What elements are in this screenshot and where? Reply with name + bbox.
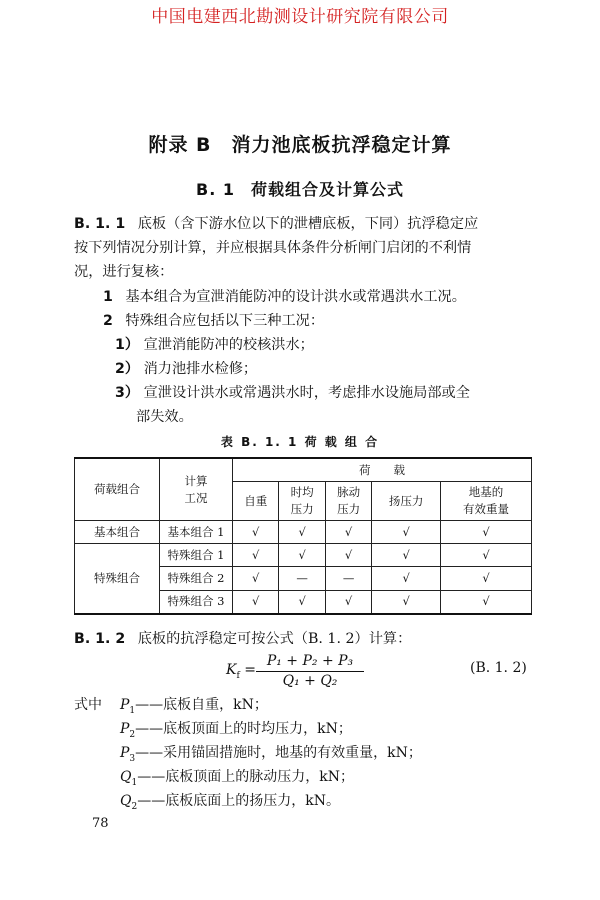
clause-line: 按下列情况分别计算，并应根据具体条件分析闸门启闭的不利情: [74, 240, 472, 256]
value-cell: √: [279, 590, 325, 614]
where-symbol: P: [120, 745, 130, 761]
list-item: [103, 310, 324, 332]
where-label: 式中: [74, 697, 102, 713]
value-cell: —: [279, 567, 325, 590]
appendix-title-text: 消力池底板抗浮稳定计算: [231, 134, 452, 156]
where-text: ——底板自重，kN；: [135, 697, 268, 713]
sub-item-text: 宣泄消能防冲的校核洪水；: [143, 337, 314, 353]
clause-b-1-1: [74, 213, 478, 235]
value-cell: √: [233, 567, 279, 590]
where-subscript: 3: [129, 753, 136, 764]
value-cell: √: [372, 590, 441, 614]
sub-item-continuation: 部失效。: [136, 409, 193, 425]
col-header-line: 自重: [244, 493, 268, 508]
sub-item-number: 1）: [115, 337, 140, 353]
case-cell: 特殊组合 1: [160, 544, 233, 567]
case-cell: 特殊组合 3: [160, 590, 233, 614]
sub-item-text: 宣泄设计洪水或常遇洪水时，考虑排水设施局部或全: [143, 385, 470, 401]
table-header-row: [75, 458, 532, 482]
where-text: ——底板顶面上的脉动压力，kN；: [137, 769, 354, 785]
value-cell: √: [233, 544, 279, 567]
header-calc-line1: 计算: [184, 473, 208, 488]
sub-item-number: 2）: [115, 361, 140, 377]
value-cell: √: [233, 590, 279, 614]
where-subscript: 2: [131, 801, 138, 812]
value-cell: √: [233, 521, 279, 544]
col-header: [279, 482, 325, 521]
value-cell: √: [325, 521, 371, 544]
section-number: B. 1: [196, 180, 235, 199]
section-title-text: 荷载组合及计算公式: [250, 180, 404, 199]
clause-b-1-2: [74, 628, 411, 650]
table-caption: 表 B. 1. 1 荷 载 组 合: [220, 435, 380, 449]
value-cell: √: [441, 521, 532, 544]
formula-numerator: P₁ + P₂ + P₃: [256, 652, 364, 672]
where-text: ——底板顶面上的时均压力，kN；: [135, 721, 352, 737]
clause-number: B. 1. 2: [74, 631, 126, 647]
section-title: [0, 177, 600, 200]
appendix-title: [0, 130, 600, 157]
col-header-line: 扬压力: [388, 493, 424, 508]
col-header: [441, 482, 532, 521]
col-header-line: 有效重量: [463, 502, 509, 516]
where-text: ——采用锚固措施时，地基的有效重量，kN；: [135, 745, 422, 761]
col-header-line: 脉动: [337, 485, 361, 499]
col-header-line: 压力: [290, 502, 314, 516]
where-subscript: 1: [131, 777, 138, 788]
sub-item-number: 3）: [115, 385, 140, 401]
watermark: 中国电建西北勘测设计研究院有限公司: [151, 7, 449, 27]
table-row: [75, 521, 532, 544]
formula-denominator: Q₁ + Q₂: [282, 673, 338, 689]
formula-lhs-symbol: K: [226, 662, 237, 678]
clause-number: B. 1. 1: [74, 216, 126, 232]
header-combination: 荷载组合: [75, 458, 160, 521]
group-cell: 基本组合: [75, 521, 160, 544]
case-cell: 特殊组合 2: [160, 567, 233, 590]
where-symbol: P: [120, 721, 130, 737]
where-symbol: Q: [120, 793, 132, 809]
col-header-line: 时均: [290, 485, 314, 499]
where-text: ——底板底面上的扬压力，kN。: [137, 793, 340, 809]
item-number: 2: [103, 313, 113, 329]
value-cell: √: [279, 521, 325, 544]
formula-number: (B. 1. 2): [470, 660, 527, 676]
value-cell: √: [372, 521, 441, 544]
where-symbol: P: [120, 697, 130, 713]
table-row: [75, 544, 532, 567]
case-cell: 基本组合 1: [160, 521, 233, 544]
clause-line: 况，进行复核：: [74, 264, 174, 280]
formula-fraction: [256, 652, 364, 690]
clause-line: 底板（含下游水位以下的泄槽底板，下同）抗浮稳定应: [137, 216, 479, 232]
appendix-label: 附录 B: [148, 134, 212, 156]
col-header-line: 压力: [337, 502, 361, 516]
col-header: [233, 482, 279, 521]
where-item: [120, 790, 340, 818]
value-cell: √: [441, 590, 532, 614]
header-loads: 荷 载: [233, 458, 532, 482]
col-header: [372, 482, 441, 521]
page-number: 78: [92, 816, 109, 831]
value-cell: √: [441, 544, 532, 567]
value-cell: √: [325, 590, 371, 614]
where-subscript: 2: [129, 729, 136, 740]
formula-lhs: [226, 662, 256, 681]
sub-item-text: 消力池排水检修；: [143, 361, 258, 377]
value-cell: √: [372, 544, 441, 567]
value-cell: √: [372, 567, 441, 590]
formula-lhs-subscript: f: [236, 670, 240, 681]
clause-line: 底板的抗浮稳定可按公式（B. 1. 2）计算：: [137, 631, 412, 647]
sub-item: [115, 334, 314, 356]
load-combination-table: [74, 457, 532, 615]
value-cell: —: [325, 567, 371, 590]
header-calc-line2: 工况: [184, 490, 208, 505]
col-header-line: 地基的: [468, 485, 504, 499]
sub-item: [115, 358, 257, 380]
list-item: [103, 286, 466, 308]
where-symbol: Q: [120, 769, 132, 785]
value-cell: √: [279, 544, 325, 567]
sub-item: [115, 382, 470, 404]
value-cell: √: [441, 567, 532, 590]
value-cell: √: [325, 544, 371, 567]
item-text: 基本组合为宣泄消能防冲的设计洪水或常遇洪水工况。: [125, 289, 466, 305]
formula-equals: =: [239, 662, 256, 678]
group-cell: 特殊组合: [75, 544, 160, 614]
header-calc-case: [160, 458, 233, 521]
where-subscript: 1: [129, 705, 136, 716]
col-header: [325, 482, 371, 521]
item-text: 特殊组合应包括以下三种工况：: [125, 313, 325, 329]
item-number: 1: [103, 289, 113, 305]
